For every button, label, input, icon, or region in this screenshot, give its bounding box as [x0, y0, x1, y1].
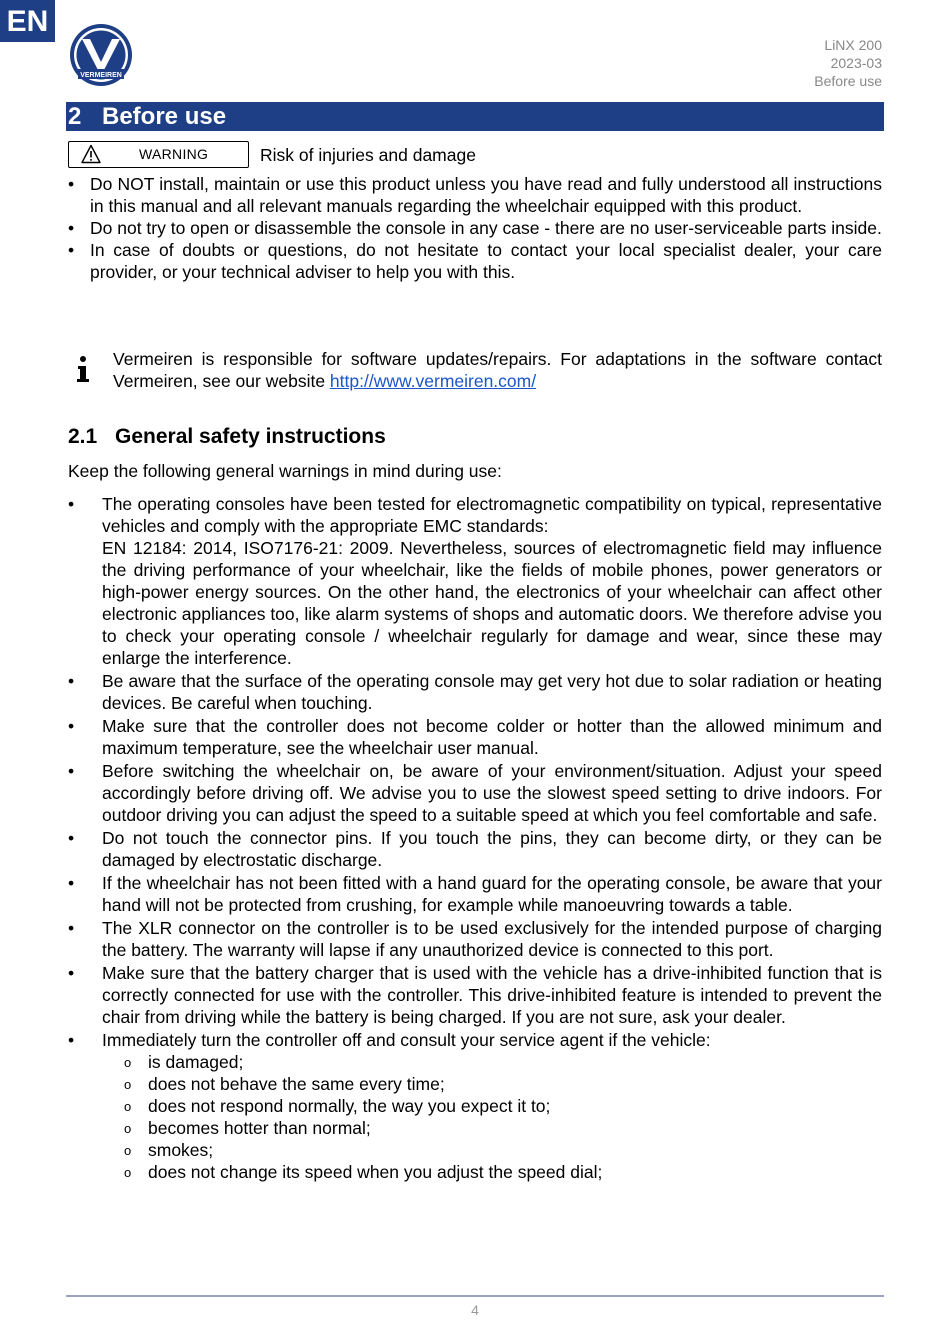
meta-date: 2023-03 [830, 55, 882, 71]
warning-label-box [68, 141, 249, 168]
info-note [113, 348, 882, 392]
svg-text:VERMEIREN: VERMEIREN [80, 72, 122, 79]
sub-list-item: o does not behave the same every time; [102, 1073, 882, 1095]
list-item: • Do NOT install, maintain or use this product unless you have read and fully understood all instructions in this manual and all relevant manuals regarding the wheelchair equipped with this product. [68, 173, 882, 217]
warning-triangle-icon [81, 144, 101, 164]
list-item: • Do not try to open or disassemble the console in any case - there are no user-serviceable parts inside. [68, 217, 882, 239]
list-item: • The XLR connector on the controller is to be used exclusively for the intended purpose of charging the battery. The warranty will lapse if any unauthorized device is connected to this port. [68, 917, 882, 961]
list-item-continuation: EN 12184: 2014, ISO7176-21: 2009. Nevertheless, sources of electromagnetic field may influence the driving performance of your wheelchair, like the fields of mobile phones, power generators or high-power energy sources. On the other hand, the electronics of your wheelchair can affect other electronic appliances too, like alarm systems of shops and automatic doors. We therefore advise you to check your operating console / wheelchair regularly for damage and wear, since these may enlarge the interference. [102, 538, 882, 668]
list-item-text: • Immediately turn the controller off and consult your service agent if the vehicle: [102, 1030, 711, 1050]
sub-list-item: o does not respond normally, the way you expect it to; [102, 1095, 882, 1117]
subsection-number: 2.1 [68, 425, 98, 448]
subsection-intro: Keep the following general warnings in mind during use: [68, 461, 502, 481]
meta-product: LiNX 200 [824, 37, 882, 53]
header-meta [814, 36, 882, 90]
warning-title: Risk of injuries and damage [260, 145, 476, 165]
list-item: • In case of doubts or questions, do not hesitate to contact your local specialist dealer, your care provider, or your technical adviser to help you with this. [68, 239, 882, 283]
list-item: • Make sure that the controller does not become colder or hotter than the allowed minimum and maximum temperature, see the wheelchair user manual. [68, 715, 882, 759]
list-item: • Be aware that the surface of the operating console may get very hot due to solar radiation or heating devices. Be careful when touching. [68, 670, 882, 714]
info-text: Vermeiren is responsible for software updates/repairs. For adaptations in the software contact Vermeiren, see our website [113, 349, 882, 391]
meta-section: Before use [814, 73, 882, 89]
page-number: 4 [471, 1302, 479, 1318]
subsection-heading [68, 425, 386, 449]
list-item [68, 493, 882, 669]
website-link[interactable]: http://www.vermeiren.com/ [329, 371, 537, 391]
list-item: • If the wheelchair has not been fitted with a hand guard for the operating console, be aware that your hand will not be protected from crushing, for example while manoeuvring towards a table. [68, 872, 882, 916]
safety-list [68, 493, 882, 1184]
list-item [68, 1029, 882, 1183]
list-item: • Make sure that the battery charger that is used with the vehicle has a drive-inhibited function that is correctly connected for use with the controller. This drive-inhibited feature is intended to prevent the chair from driving while the battery is being charged. If you are not sure, ask your dealer. [68, 962, 882, 1028]
list-item: • Do not touch the connector pins. If you touch the pins, they can become dirty, or they can be damaged by electrostatic discharge. [68, 827, 882, 871]
sub-list-item: o becomes hotter than normal; [102, 1117, 882, 1139]
language-tab: EN [0, 0, 55, 42]
list-item: • Before switching the wheelchair on, be aware of your environment/situation. Adjust your speed accordingly before driving off. We advise you to use the slowest speed setting to drive indoors. For outdoor driving you can adjust the speed to a suitable speed at which you feel comfortable and safe. [68, 760, 882, 826]
sub-list-item: o does not change its speed when you adjust the speed dial; [102, 1161, 882, 1183]
list-item-text: • The operating consoles have been tested for electromagnetic compatibility on typical, representative vehicles and comply with the appropriate EMC standards: [102, 494, 882, 536]
sub-list-item: o is damaged; [102, 1051, 882, 1073]
subsection-title: General safety instructions [115, 425, 386, 448]
section-number: 2 [68, 103, 82, 130]
sub-list-item: o smokes; [102, 1139, 882, 1161]
warning-list [68, 173, 882, 283]
section-title: Before use [102, 103, 227, 130]
footer-divider [66, 1295, 884, 1297]
warning-label: WARNING [139, 146, 209, 162]
vermeiren-logo [68, 22, 134, 88]
section-heading [66, 102, 884, 131]
info-icon [73, 354, 95, 384]
sub-list [102, 1051, 882, 1183]
